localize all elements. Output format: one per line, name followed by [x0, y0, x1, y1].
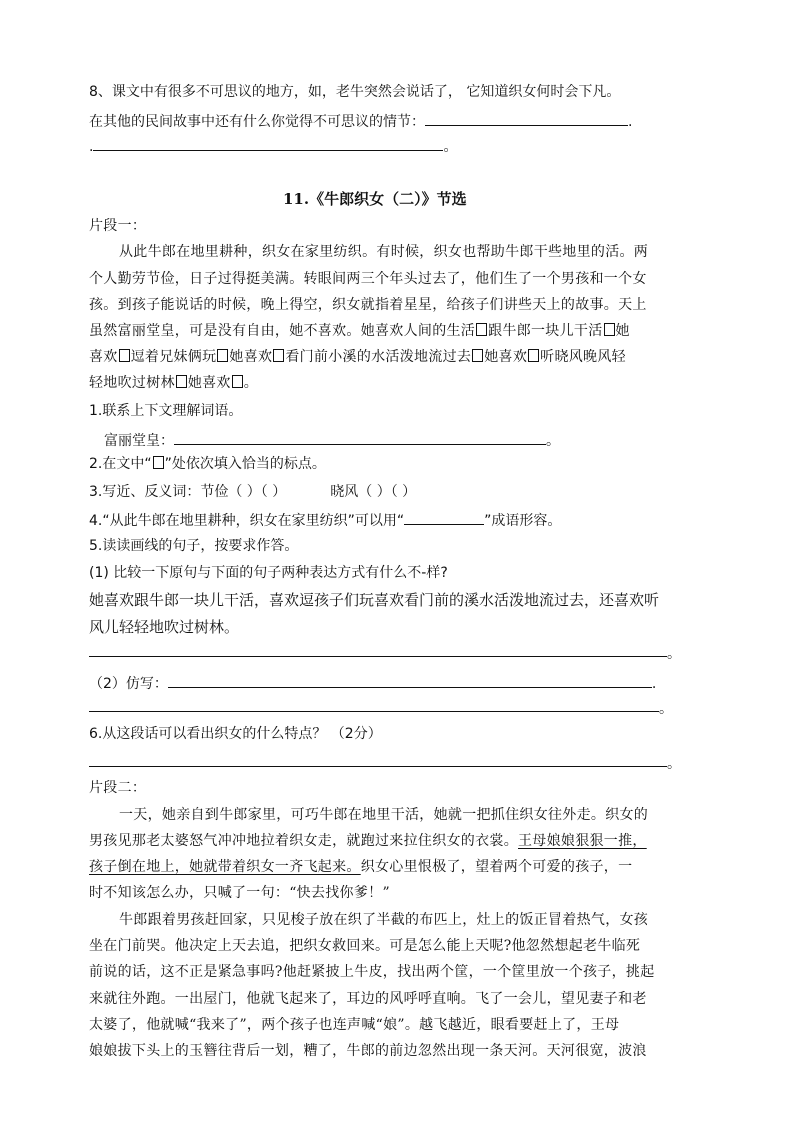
text: 织女心里恨极了，望着两个可爱的孩子，一: [360, 859, 633, 875]
blank-box[interactable]: [604, 323, 615, 336]
text: 她: [615, 323, 630, 339]
q8-period: 。: [443, 139, 458, 155]
q5-2-period: 。: [659, 701, 673, 717]
q8-line3: [89, 136, 457, 156]
text: 听晓风晚风轻: [540, 349, 626, 365]
fragment1-label: 片段一：: [89, 218, 147, 234]
fragment2-label: 片段二：: [89, 780, 147, 796]
q1-word: 富丽堂皇：: [104, 433, 174, 449]
q5: 5.读读画线的句子，按要求作答。: [89, 538, 299, 554]
fragment2-line: 时不知该怎么办，只喊了一句：“快去找你爹！”: [89, 885, 390, 901]
fragment1-line: 个人勤劳节俭，日子过得挺美满。转眼间两三个年头过去了，他们生了一个男孩和一个女: [89, 271, 647, 287]
q5-2: [89, 673, 656, 693]
q8-punct-start: .: [89, 139, 94, 155]
text: 看门前小溪的水活泼地流过去: [285, 349, 472, 365]
blank-box[interactable]: [528, 349, 539, 362]
q4-text-end: ”成语形容。: [484, 513, 562, 529]
answer-line[interactable]: [89, 711, 659, 712]
fragment1-line: [89, 348, 626, 366]
blank-box[interactable]: [472, 349, 483, 362]
q4-answer-blank[interactable]: [404, 510, 484, 525]
q5-1: (1) 比较一下原句与下面的句子两种表达方式有什么不-样?: [89, 565, 448, 581]
fragment2-line: [89, 832, 647, 850]
fragment2-line: 来就往外跑。一出屋门，他就飞起来了，耳边的风呼呼直响。飞了一会儿，望见妻子和老: [89, 991, 647, 1007]
blank-box[interactable]: [119, 349, 130, 362]
blank-box[interactable]: [273, 349, 284, 362]
q2-text-end: ”处依次填入恰当的标点。: [164, 456, 326, 472]
q6-period: 。: [667, 756, 681, 772]
q1: 1.联系上下文理解词语。: [89, 403, 243, 419]
q1-answer-blank[interactable]: [174, 430, 546, 445]
q4-text: 4.“从此牛郎在地里耕种，织女在家里纺织”可以用“: [89, 513, 405, 529]
blank-box[interactable]: [217, 349, 228, 362]
q4: [89, 510, 561, 530]
underlined-sentence: 孩子倒在地上，她就带着织女一齐飞起来。: [89, 859, 361, 875]
q1-period: 。: [546, 433, 560, 449]
fragment1-line: 孩。到孩子能说话的时候，晚上得空，织女就指着星星，给孩子们讲些天上的故事。天上: [89, 297, 647, 313]
q8-answer-blank-2[interactable]: [93, 136, 443, 151]
text: 轻地吹过树林: [89, 375, 175, 391]
fragment1-line: [89, 374, 258, 392]
q2-text: 2.在文中“: [89, 456, 152, 472]
q8-punct: .: [628, 114, 633, 130]
fragment2-line: 娘娘拔下头上的玉簪往背后一划，糟了，牛郎的前边忽然出现一条天河。天河很宽，波浪: [89, 1043, 647, 1059]
text: 男孩见那老太婆怒气冲冲地拉着织女走，就跑过来拉住织女的衣裳。: [89, 833, 518, 849]
q5-period: 。: [667, 646, 681, 662]
fragment2-line: 牛郎跟着男孩赶回家，只见梭子放在织了半截的布匹上，灶上的饭正冒着热气，女孩: [119, 912, 649, 928]
text: 喜欢: [89, 349, 118, 365]
q8-line1: 8、课文中有很多不可思议的地方，如，老牛突然会说话了， 它知道织女何时会下凡。: [89, 84, 621, 100]
text: 跟牛郎一块儿干活: [488, 323, 603, 339]
fragment2-line: 太婆了，他就喊“我来了”，两个孩子也连声喊“娘”。越飞越近，眼看要赶上了，王母: [89, 1017, 620, 1033]
text: 她喜欢: [187, 375, 231, 391]
q3-part-b: 晓风（ ）（ ）: [330, 484, 417, 500]
q3-part-a: 3.写近、反义词：节俭（ ）（ ）: [89, 484, 287, 500]
q5-2-label: （2）仿写：: [89, 676, 168, 692]
q3: [89, 483, 416, 501]
q5-2-answer-blank[interactable]: [168, 673, 652, 688]
blank-box[interactable]: [232, 375, 243, 388]
text: 逗着兄妹俩玩: [130, 349, 217, 365]
fragment2-line: [89, 858, 632, 876]
q6: 6.从这段话可以看出织女的什么特点？ （2分）: [89, 726, 382, 742]
q5-sentence-2: 风儿轻轻地吹过树林。: [89, 618, 240, 636]
text: 她喜欢: [484, 349, 528, 365]
underlined-sentence: 王母娘娘狠狠一推，: [518, 833, 647, 849]
fragment2-line: 前说的话，这不正是紧急事吗?他赶紧披上牛皮，找出两个筐，一个筐里放一个孩子，挑起: [89, 964, 655, 980]
blank-box[interactable]: [176, 375, 187, 388]
q8-line2: [89, 111, 632, 131]
fragment2-line: 坐在门前哭。他决定上天去追，把织女救回来。可是怎么能上天呢?他忽然想起老牛临死: [89, 938, 641, 954]
text: 。: [243, 375, 259, 391]
fragment1-line: [89, 322, 630, 340]
answer-line[interactable]: [89, 656, 667, 657]
q2: [89, 455, 326, 473]
blank-box[interactable]: [476, 323, 487, 336]
answer-line[interactable]: [89, 766, 667, 767]
q5-sentence-1: 她喜欢跟牛郎一块儿干活，喜欢逗孩子们玩喜欢看门前的溪水活泼地流过去，还喜欢听: [89, 591, 660, 609]
fragment1-line: 从此牛郎在地里耕种，织女在家里纺织。有时候，织女也帮助牛郎干些地里的活。两: [119, 244, 649, 260]
box-symbol: [153, 456, 164, 469]
q5-2-punct: .: [651, 676, 657, 692]
text: 虽然富丽堂皇，可是没有自由，她不喜欢。她喜欢人间的生活: [89, 323, 476, 339]
q8-answer-blank-1[interactable]: [425, 111, 628, 126]
q8-prompt: 在其他的民间故事中还有什么你觉得不可思议的情节：: [89, 114, 425, 130]
section-title: 11.《牛郎织女（二）》节选: [283, 190, 467, 208]
q1-word-line: [104, 430, 560, 450]
fragment2-line: 一天，她亲自到牛郎家里，可巧牛郎在地里干活，她就一把抓住织女往外走。织女的: [119, 807, 649, 823]
text: 她喜欢: [229, 349, 273, 365]
